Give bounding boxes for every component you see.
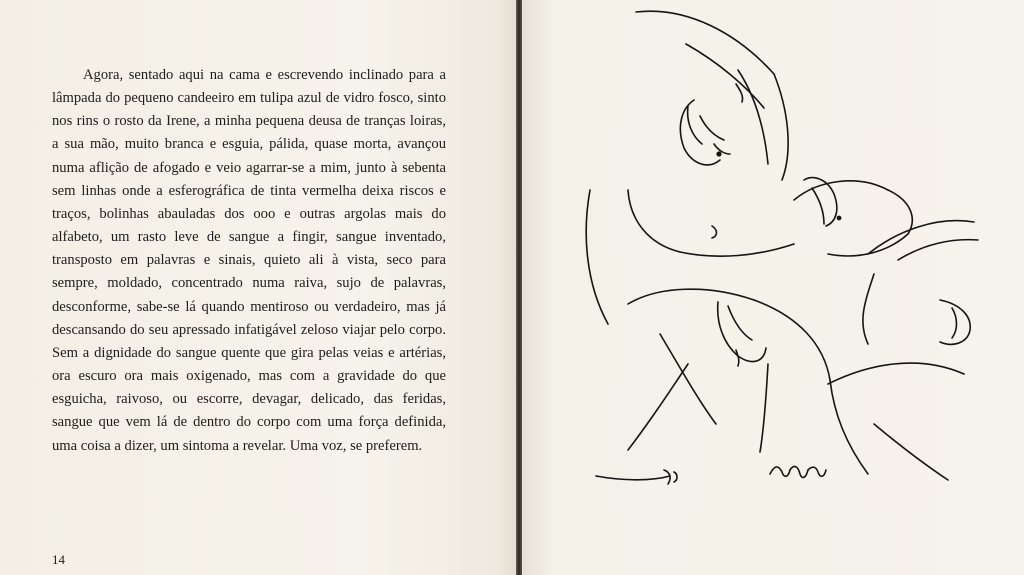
page-number: 14	[52, 552, 65, 567]
line-drawing-illustration	[568, 4, 998, 504]
body-paragraph: Agora, sentado aqui na cama e escrevendo inclinado para a lâmpada do pequeno candeeiro em tulipa azul de vidro fosco, sinto nos rins o rosto da Irene, a minha pequena deusa de tranças loiras, a sua mão, muito branca e esguia, pálida, quase morta, avançou numa aflição de afogado e veio agarrar-se a mim, junto à sebenta sem linhas onde a esferográfica de tinta vermelha deixa riscos e traços, bolinhas abauladas dos ooo e outras argolas mais do alfabeto, um rasto leve de sangue a fingir, sangue inventado, transposto em palavras e sinais, quieto ali à vista, seco para sempre, moldado, concentrado numa raiva, sujo de palavras, desconforme, sabe-se lá quando mentiroso ou verdadeiro, mas já descansando do seu apressado infatigável zeloso viajar pelo corpo. Sem a dignidade do sangue quente que gira pelas veias e artérias, ora escuro ora mais oxigenado, mas com a gravidade do que esguicha, raivoso, ou escorre, devagar, delicado, das feridas, sangue que vem lá de dentro do corpo com uma força definida, uma coisa a dizer, um sintoma a revelar. Uma voz, se preferem.	[52, 67, 446, 454]
